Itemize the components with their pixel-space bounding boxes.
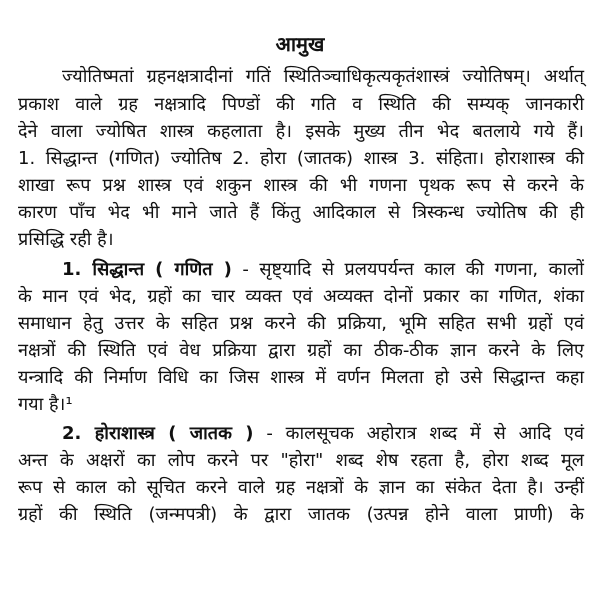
text-line: अन्त के अक्षरों का लोप करने पर "होरा" शब्द शेष रहता है, होरा शब्द मूल [18, 450, 584, 471]
section-heading: 1. सिद्धान्त ( गणित ) [62, 259, 232, 280]
section-text: - सृष्ट्यादि से प्रलयपर्यन्त काल की गणना, कालों [242, 259, 584, 280]
text-line [62, 422, 584, 446]
text-line: कारण पाँच भेद भी माने जाते हैं किंतु आदिकाल से त्रिस्कन्ध ज्योतिष की ही [18, 202, 584, 223]
text-line: रूप से काल को सूचित करने वाले ग्रह नक्षत्रों के ज्ञान का संकेत देता है। उन्हीं [18, 477, 584, 498]
section-heading: 2. होराशास्त्र ( जातक ) [62, 423, 254, 444]
section-text: - कालसूचक अहोरात्र शब्द में से आदि एवं [266, 423, 584, 444]
text-line: यन्त्रादि की निर्माण विधि का जिस शास्त्र में वर्णन मिलता हो उसे सिद्धान्त कहा [18, 367, 584, 388]
text-line: ज्योतिष्मतां ग्रहनक्षत्रादीनां गतिं स्थितिञ्चाधिकृत्यकृतंशास्त्रं ज्योतिषम्। अर्थात् [62, 66, 584, 87]
text-line: 1. सिद्धान्त (गणित) ज्योतिष 2. होरा (जातक) शास्त्र 3. संहिता। होराशास्त्र की [18, 148, 584, 169]
text-line: शाखा रूप प्रश्न शास्त्र एवं शकुन शास्त्र की भी गणना पृथक रूप से करने के [18, 175, 584, 196]
text-line: ग्रहों की स्थिति (जन्मपत्री) के द्वारा जातक (उत्पन्न होने वाला प्राणी) के [18, 504, 584, 525]
text-line: प्रसिद्धि रही है। [18, 229, 114, 250]
text-line: प्रकाश वाले ग्रह नक्षत्रादि पिण्डों की गति व स्थिति की सम्यक् जानकारी [18, 94, 584, 115]
text-line: गया है।¹ [18, 394, 73, 415]
page-title: आमुख [275, 32, 325, 56]
text-line: समाधान हेतु उत्तर के सहित प्रश्न करने की प्रक्रिया, भूमि सहित सभी ग्रहों एवं [18, 313, 584, 334]
text-line: के मान एवं भेद, ग्रहों का चार व्यक्त एवं अव्यक्त दोनों प्रकार का गणित, शंका [18, 286, 584, 307]
text-line: नक्षत्रों की स्थिति एवं वेध प्रक्रिया द्वारा ग्रहों का ठीक-ठीक ज्ञान करने के लिए [18, 340, 584, 361]
text-line: देने वाला ज्योषित शास्त्र कहलाता है। इसके मुख्य तीन भेद बतलाये गये हैं। [18, 121, 584, 142]
text-line [62, 258, 584, 282]
